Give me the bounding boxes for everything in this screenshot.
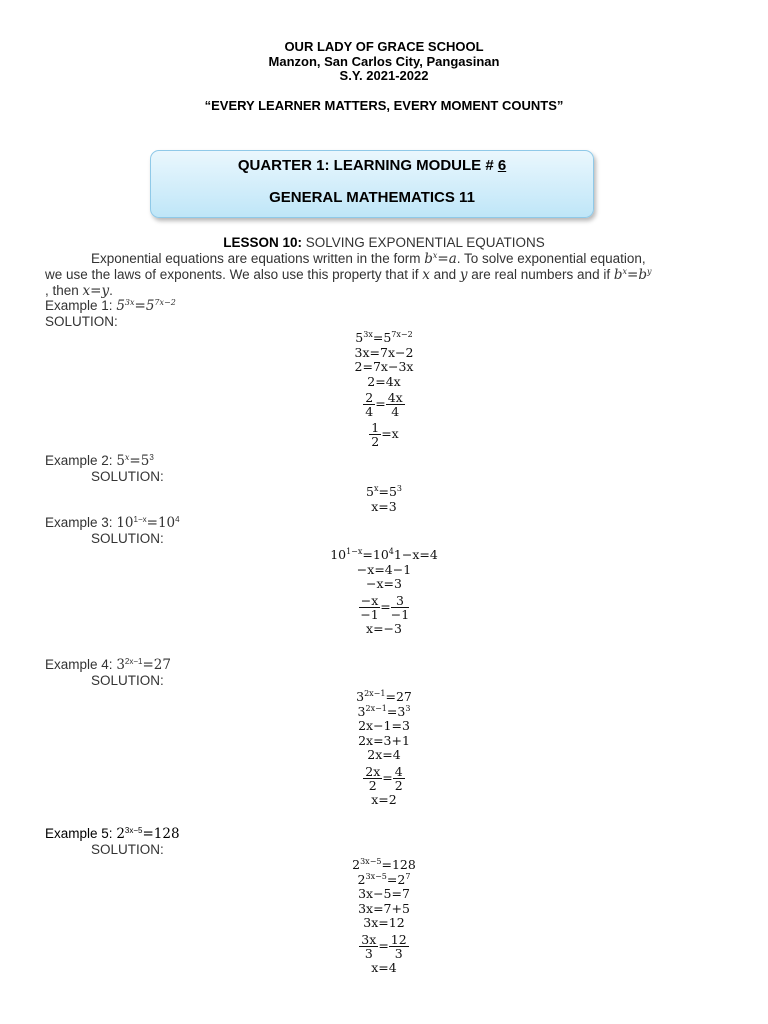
equation-line: $3^{2x-1}=27$ [356, 689, 412, 704]
equation-line: −x=4−1 [356, 561, 412, 577]
equation-line: $2^{3x-5}=2^7$ [357, 871, 411, 887]
intro-line-2: we use the laws of exponents. We also use this property that if x and y are real numbers and if $b^x=b^y$ [45, 267, 652, 283]
fraction-line: $\frac{3x}{3}$ = $\frac{12}{3}$ [361, 931, 407, 961]
example-2-steps [0, 485, 768, 514]
equation-line: 2=4x [367, 373, 401, 389]
equation-line: 2x=4 [367, 747, 401, 763]
example-3-label: Example 3: $10^{1-x}=10^4$ [45, 515, 180, 531]
example-4-label: Example 4: $3^{2x-1}=27$ [45, 657, 171, 673]
example-5-solution-label: SOLUTION: [91, 842, 164, 857]
lesson-title: LESSON 10: SOLVING EXPONENTIAL EQUATIONS [223, 235, 545, 250]
example-1-label: Example 1: $5^{3x}=5^{7x-2}$ [45, 298, 176, 314]
fraction-line: $\frac{2x}{2}$ = $\frac{4}{2}$ [365, 763, 403, 793]
equation-line: $5^x=5^3$ [366, 484, 402, 499]
equation-line: 3x−5=7 [358, 886, 410, 902]
equation-line: $2^{3x-5}=128$ [352, 857, 416, 872]
equation-line: 2=7x−3x [354, 359, 414, 375]
subject-title: GENERAL MATHEMATICS 11 [269, 189, 475, 206]
equation-line: 2x=3+1 [358, 732, 410, 748]
school-motto: “EVERY LEARNER MATTERS, EVERY MOMENT COUNTS” [204, 98, 564, 113]
equation-line: 2x−1=3 [358, 718, 410, 734]
fraction-line: $\frac{-x}{-1}$ = $\frac{3}{-1}$ [360, 592, 410, 622]
equation-line: $5^{3x}=5^{7x-2}$ [355, 330, 413, 345]
example-2-solution-label: SOLUTION: [91, 469, 164, 484]
fraction-line: $\frac{1}{2}$ =x [371, 420, 399, 450]
fraction-line: $\frac{2}{4}$ = $\frac{4x}{4}$ [365, 390, 403, 420]
equation-line: $10^{1-x}=10^41-x=4$ [330, 547, 438, 562]
equation-line: x=−3 [366, 620, 402, 636]
equation-line: x=4 [371, 959, 397, 975]
module-title: QUARTER 1: LEARNING MODULE # 6 [237, 157, 507, 174]
equation-line: 3x=7x−2 [354, 344, 414, 360]
example-5-label: Example 5: $2^{3x-5}=128$ [45, 826, 180, 842]
example-1-solution-label: SOLUTION: [45, 314, 118, 329]
equation-line: 3x=7+5 [358, 900, 410, 916]
equation-line: $3^{2x-1}=3^3$ [357, 703, 411, 719]
example-3-solution-label: SOLUTION: [91, 531, 164, 546]
school-address: Manzon, San Carlos City, Pangasinan [268, 54, 500, 69]
example-3-steps [0, 548, 768, 636]
example-4-steps [0, 690, 768, 808]
example-4-solution-label: SOLUTION: [91, 673, 164, 688]
equation-line: −x=3 [366, 576, 402, 592]
intro-line-3: , then x=y. [45, 283, 113, 299]
school-name: OUR LADY OF GRACE SCHOOL [284, 39, 484, 54]
example-2-label: Example 2: $5^x=5^3$ [45, 453, 154, 469]
example-1-steps [0, 331, 768, 449]
equation-line: x=3 [371, 498, 397, 514]
example-5-steps [0, 858, 768, 976]
school-year: S.Y. 2021-2022 [339, 68, 429, 83]
equation-line: 3x=12 [363, 915, 405, 931]
module-banner [150, 150, 594, 218]
equation-line: x=2 [371, 791, 397, 807]
intro-line-1: Exponential equations are equations written in the form $b^x=a$. To solve exponential equation, [91, 251, 646, 267]
